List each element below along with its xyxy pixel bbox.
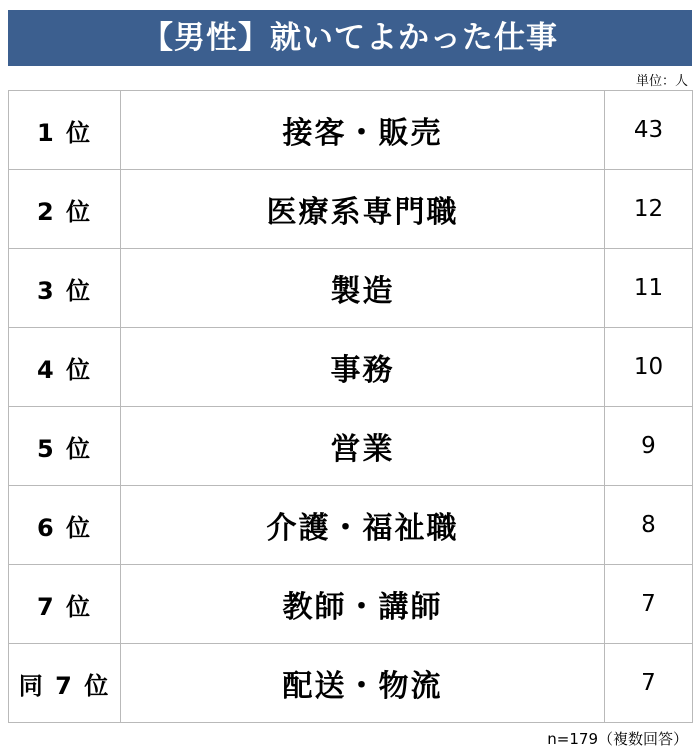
- count-value: 7: [605, 565, 693, 644]
- rank-label: 6 位: [9, 486, 121, 565]
- count-value: 11: [605, 249, 693, 328]
- table-row: [9, 91, 693, 170]
- sample-size-note: n=179（複数回答）: [547, 730, 688, 748]
- job-label: 配送・物流: [121, 644, 605, 723]
- count-value: 43: [605, 91, 693, 170]
- table-row: [9, 170, 693, 249]
- job-label: 接客・販売: [121, 91, 605, 170]
- job-label: 教師・講師: [121, 565, 605, 644]
- job-label: 製造: [121, 249, 605, 328]
- rank-label: 3 位: [9, 249, 121, 328]
- page-title: 【男性】就いてよかった仕事: [142, 19, 558, 56]
- title-bar: [8, 10, 692, 66]
- table-row: [9, 565, 693, 644]
- job-label: 事務: [121, 328, 605, 407]
- rank-label: 5 位: [9, 407, 121, 486]
- rank-label: 1 位: [9, 91, 121, 170]
- unit-label: 単位：人: [635, 74, 688, 89]
- table-row: [9, 328, 693, 407]
- table-row: [9, 407, 693, 486]
- count-value: 7: [605, 644, 693, 723]
- table-row: [9, 249, 693, 328]
- rank-label: 4 位: [9, 328, 121, 407]
- rank-label: 同 7 位: [9, 644, 121, 723]
- unit-row: [8, 66, 692, 88]
- ranking-table: [8, 90, 693, 723]
- count-value: 12: [605, 170, 693, 249]
- job-label: 介護・福祉職: [121, 486, 605, 565]
- count-value: 10: [605, 328, 693, 407]
- count-value: 8: [605, 486, 693, 565]
- job-label: 営業: [121, 407, 605, 486]
- table-row: [9, 644, 693, 723]
- table-row: [9, 486, 693, 565]
- count-value: 9: [605, 407, 693, 486]
- rank-label: 2 位: [9, 170, 121, 249]
- job-label: 医療系専門職: [121, 170, 605, 249]
- rank-label: 7 位: [9, 565, 121, 644]
